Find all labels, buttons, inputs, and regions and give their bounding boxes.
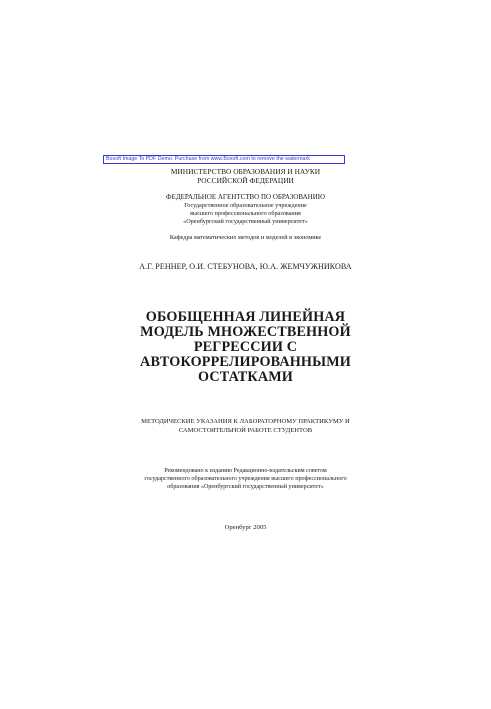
recommendation-line-2: государственного образовательного учреждения высшего профессионального: [144, 476, 347, 482]
title-line-5: ОСТАТКАМИ: [198, 369, 293, 385]
title-line-4: АВТОКОРРЕЛИРОВАННЫМИ: [140, 354, 351, 370]
subtitle-line-1: МЕТОДИЧЕСКИЕ УКАЗАНИЯ К ЛАБОРАТОРНОМУ ПРАКТИКУМУ И: [141, 418, 350, 425]
ministry-line-1: МИНИСТЕРСТВО ОБРАЗОВАНИЯ И НАУКИ: [170, 167, 321, 176]
institution-line-1: Государственное образовательное учреждение: [184, 202, 307, 209]
authors-line: А.Г. РЕННЕР, О.И. СТЕБУНОВА, Ю.А. ЖЕМЧУЖНИКОВА: [139, 262, 352, 271]
title-line-1: ОБОБЩЕННАЯ ЛИНЕЙНАЯ: [145, 309, 346, 325]
recommendation-line-3: образования «Оренбургский государственный университет»: [167, 484, 324, 490]
watermark-banner: Boxoft Image To PDF Demo. Purchase from www.Boxoft.com to remove the watermark: [103, 155, 345, 164]
institution-line-2: высшего профессионального образования: [190, 210, 301, 217]
title-line-3: РЕГРЕССИИ С: [193, 339, 298, 355]
agency-line: ФЕДЕРАЛЬНОЕ АГЕНТСТВО ПО ОБРАЗОВАНИЮ: [166, 193, 325, 201]
title-line-2: МОДЕЛЬ МНОЖЕСТВЕННОЙ: [140, 324, 351, 340]
ministry-line-2: РОССИЙСКОЙ ФЕДЕРАЦИИ: [197, 176, 294, 185]
city-year: Оренбург 2005: [224, 524, 267, 531]
recommendation-line-1: Рекомендовано к изданию Редакционно-издательским советом: [164, 468, 327, 474]
subtitle-line-2: САМОСТОЯТЕЛЬНОЙ РАБОТЕ СТУДЕНТОВ: [178, 427, 313, 434]
institution-line-3: «Оренбургский государственный университет»: [183, 218, 308, 225]
department-line: Кафедра математических методов и моделей в экономике: [169, 234, 322, 241]
